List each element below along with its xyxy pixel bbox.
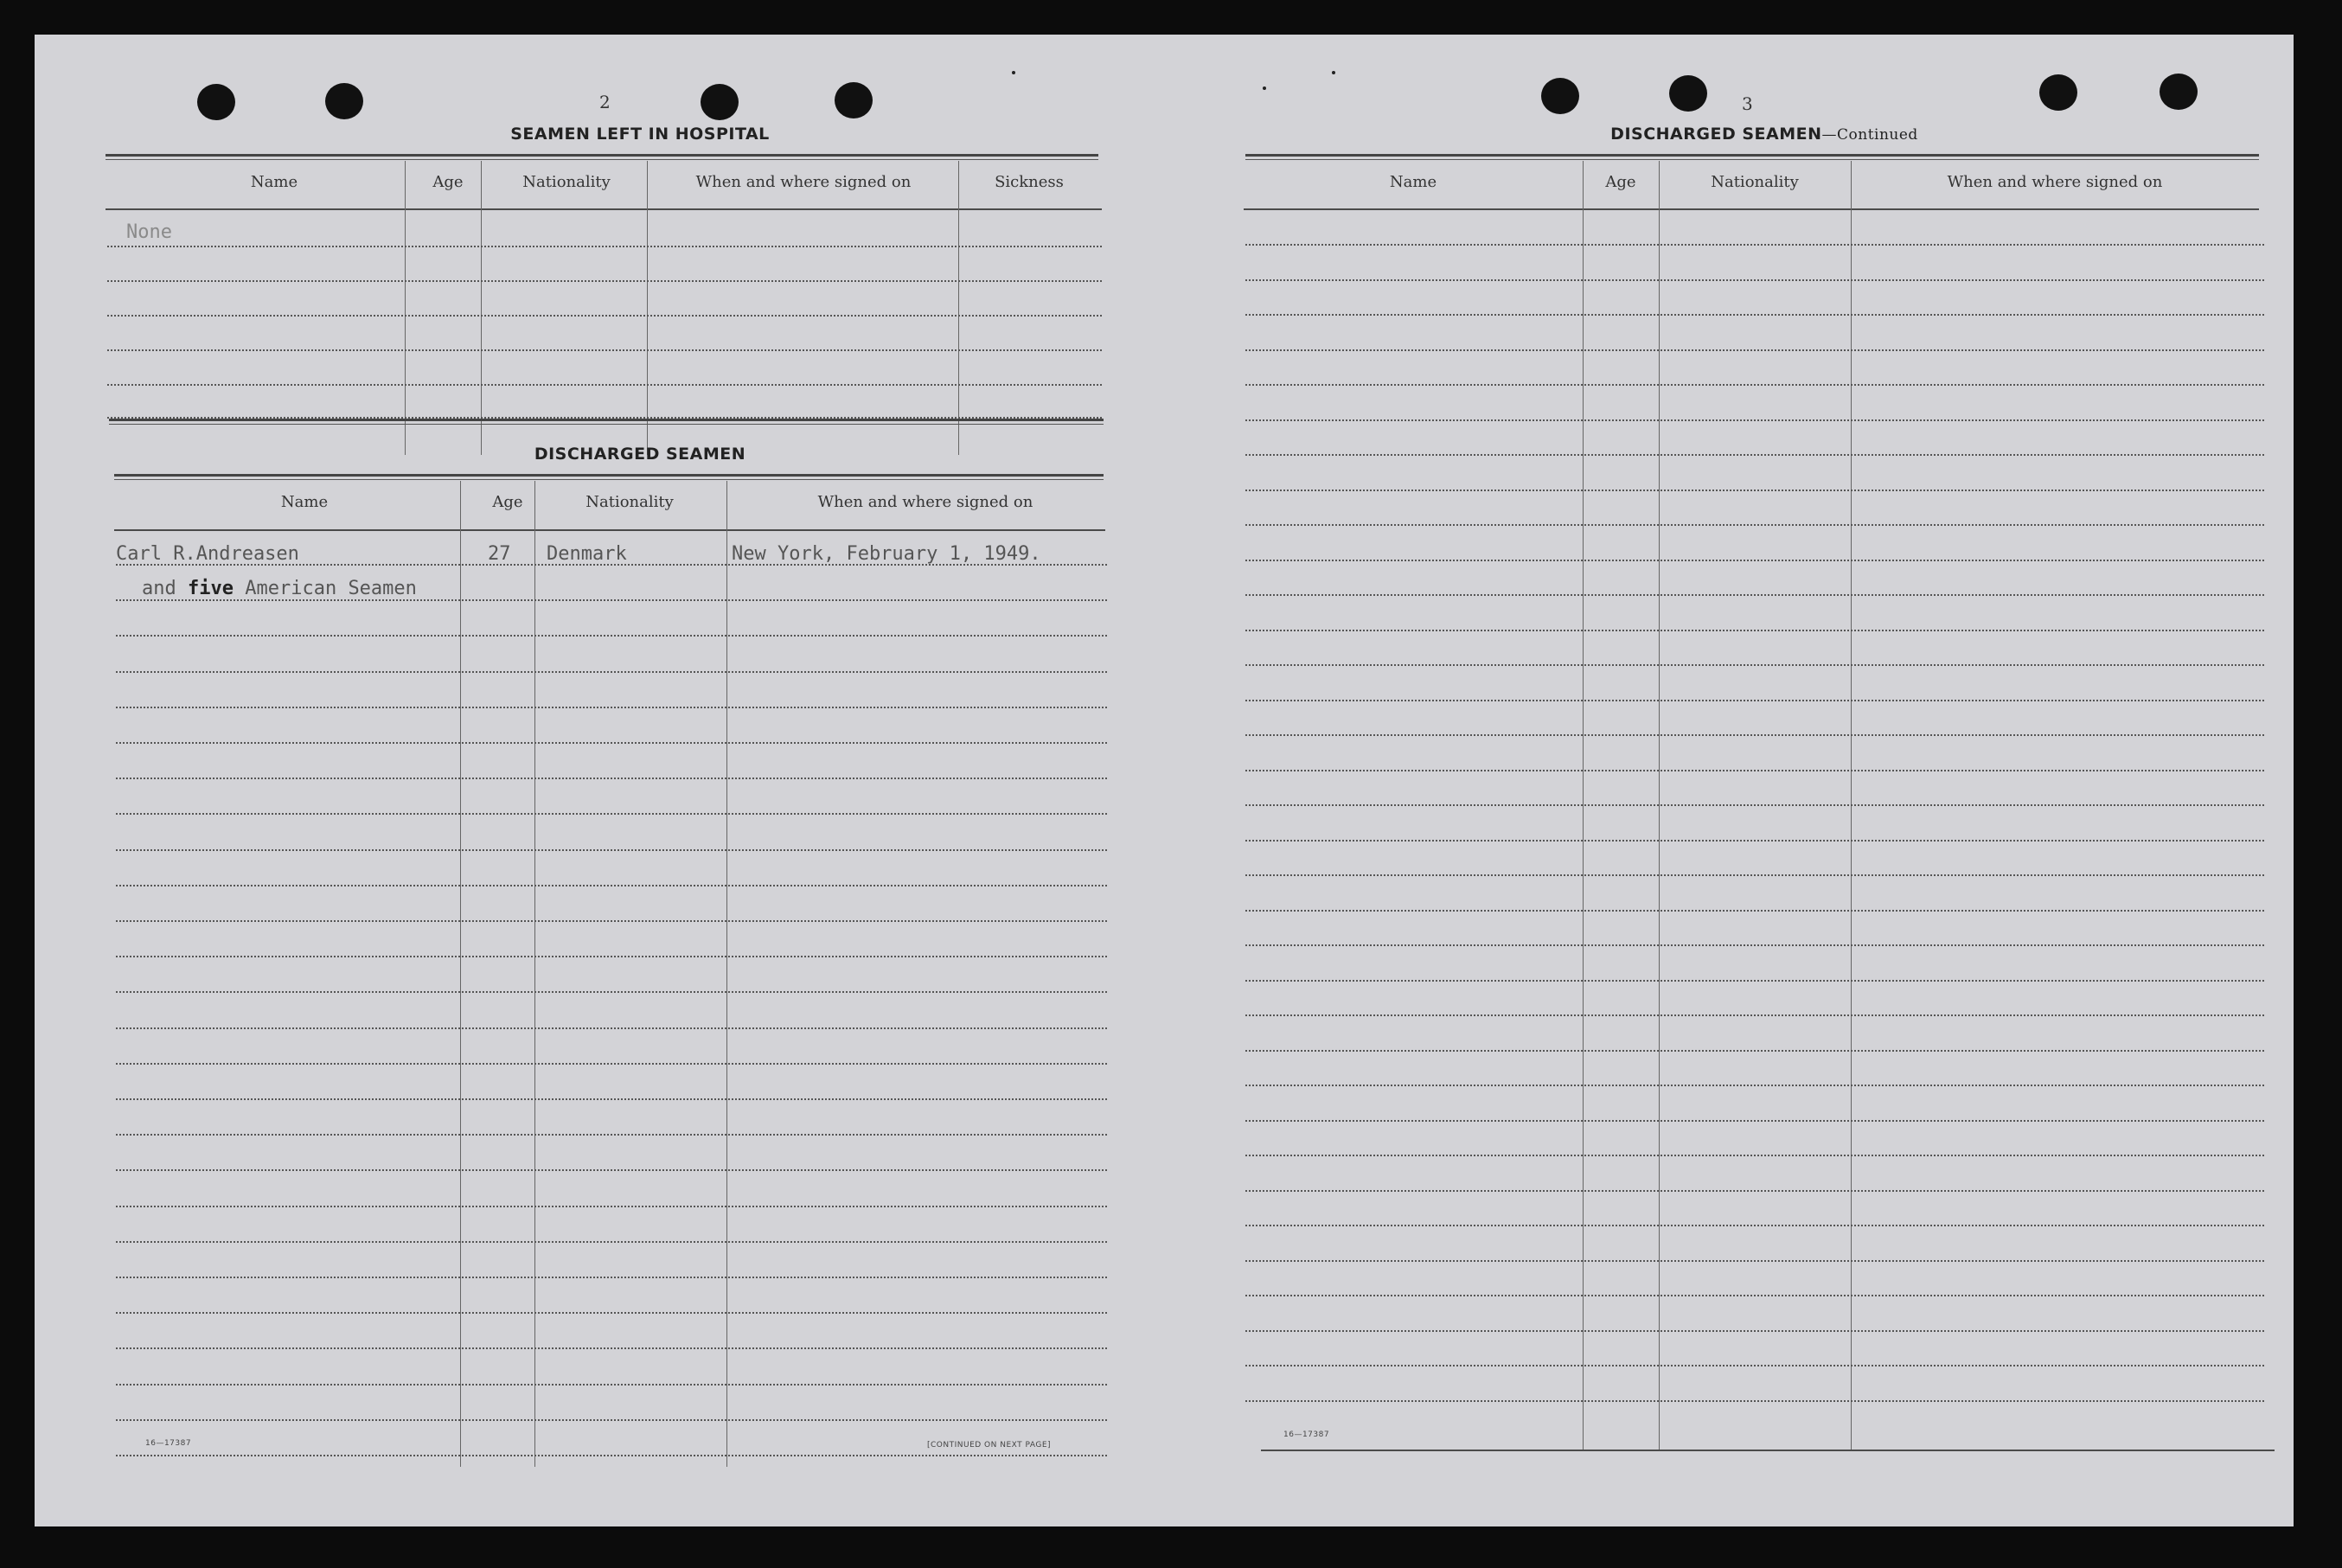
entry-line <box>1245 630 2264 631</box>
col-header-signed-on: When and where signed on <box>695 173 912 191</box>
col-header-signed-on: When and where signed on <box>1947 173 2163 191</box>
entry-line <box>1245 560 2264 561</box>
entry-line <box>116 1027 1107 1029</box>
entry-line <box>1245 454 2264 456</box>
entry-line <box>116 778 1107 779</box>
speck <box>1332 71 1335 74</box>
entry-line <box>116 1312 1107 1314</box>
hospital-entry-none: None <box>126 221 172 243</box>
seaman-nationality: Denmark <box>547 543 627 565</box>
seaman-name: Carl R.Andreasen <box>116 543 299 565</box>
entry-line <box>116 849 1107 851</box>
punch-hole <box>701 84 739 120</box>
discharged-continued-title <box>1522 125 2006 144</box>
entry-line <box>1245 1225 2264 1226</box>
entry-line <box>1245 770 2264 771</box>
title-continued: —Continued <box>1821 126 1918 144</box>
seaman-signed-on: New York, February 1, 1949. <box>732 543 1041 565</box>
entry-line <box>116 885 1107 886</box>
entry-line <box>1245 349 2264 351</box>
punch-hole <box>2160 74 2198 110</box>
header-rule <box>106 208 1102 210</box>
section-rule <box>114 474 1104 480</box>
col-header-sickness: Sickness <box>995 173 1064 191</box>
entry-line <box>116 1169 1107 1171</box>
punch-hole <box>1541 78 1579 114</box>
entry-line <box>1245 524 2264 526</box>
entry-line <box>116 1063 1107 1065</box>
discharged-section-title: DISCHARGED SEAMEN <box>534 445 746 464</box>
section-rule <box>1245 154 2259 160</box>
entry-line <box>116 1347 1107 1349</box>
entry-line <box>1245 1260 2264 1262</box>
entry-line <box>116 707 1107 708</box>
entry-line <box>116 1384 1107 1386</box>
entry-line <box>116 1277 1107 1278</box>
entry-line <box>1245 840 2264 842</box>
entry-line <box>1245 1330 2264 1332</box>
entry-line <box>1245 1365 2264 1366</box>
form-number: 16—17387 <box>145 1439 192 1448</box>
page-number: 2 <box>599 92 611 112</box>
continued-note: [CONTINUED ON NEXT PAGE] <box>927 1441 1052 1450</box>
entry-line <box>1245 700 2264 701</box>
column-divider <box>405 161 406 455</box>
seaman-note <box>142 578 417 599</box>
col-header-name: Name <box>280 493 329 511</box>
column-divider <box>726 481 727 1467</box>
column-divider <box>958 161 959 455</box>
punch-hole <box>197 84 235 120</box>
entry-line <box>107 315 1102 317</box>
entry-line <box>116 635 1107 637</box>
entry-line <box>107 280 1102 282</box>
col-header-nationality: Nationality <box>522 173 611 191</box>
header-rule <box>114 529 1105 531</box>
entry-line <box>116 813 1107 815</box>
col-header-nationality: Nationality <box>1711 173 1799 191</box>
entry-line <box>116 599 1107 601</box>
speck <box>1263 86 1266 90</box>
entry-line <box>1245 244 2264 246</box>
title-main: DISCHARGED SEAMEN <box>1610 125 1822 144</box>
entry-line <box>116 1241 1107 1243</box>
entry-line <box>116 1134 1107 1136</box>
page-number: 3 <box>1742 93 1753 114</box>
column-divider <box>1659 161 1660 1451</box>
column-divider <box>647 161 648 455</box>
entry-line <box>1245 734 2264 736</box>
note-prefix: and <box>142 578 176 599</box>
entry-line <box>1245 1155 2264 1156</box>
entry-line <box>116 1098 1107 1100</box>
entry-line <box>116 991 1107 993</box>
entry-line <box>116 742 1107 744</box>
speck <box>1012 71 1015 74</box>
punch-hole <box>325 83 363 119</box>
entry-line <box>1245 1120 2264 1122</box>
bottom-rule <box>1261 1450 2275 1451</box>
document-sheet <box>35 35 2294 1526</box>
entry-line <box>116 920 1107 922</box>
hospital-section-title: SEAMEN LEFT IN HOSPITAL <box>510 125 770 144</box>
section-rule <box>109 419 1104 425</box>
punch-hole <box>835 82 873 118</box>
note-suffix: American Seamen <box>245 578 417 599</box>
entry-line <box>116 1419 1107 1421</box>
col-header-age: Age <box>432 173 464 191</box>
entry-line <box>1245 490 2264 491</box>
entry-line <box>1245 279 2264 281</box>
column-divider <box>1851 161 1852 1451</box>
entry-line <box>1245 874 2264 876</box>
entry-line <box>116 1455 1107 1456</box>
entry-line <box>1245 1014 2264 1016</box>
entry-line <box>116 956 1107 957</box>
entry-line <box>1245 594 2264 596</box>
entry-line <box>1245 419 2264 421</box>
col-header-name: Name <box>1389 173 1437 191</box>
entry-line <box>1245 664 2264 666</box>
entry-line <box>1245 314 2264 316</box>
column-divider <box>481 161 482 455</box>
entry-line <box>1245 1400 2264 1402</box>
punch-hole <box>2039 74 2077 111</box>
col-header-signed-on: When and where signed on <box>817 493 1033 511</box>
col-header-age: Age <box>492 493 523 511</box>
section-rule <box>106 154 1098 160</box>
entry-line <box>116 671 1107 673</box>
note-count: five <box>188 578 234 599</box>
form-number: 16—17387 <box>1283 1430 1330 1439</box>
entry-line <box>1245 1085 2264 1086</box>
entry-line <box>1245 944 2264 946</box>
column-divider <box>1583 161 1584 1451</box>
col-header-age: Age <box>1605 173 1636 191</box>
entry-line <box>1245 384 2264 386</box>
seaman-age: 27 <box>488 543 511 565</box>
entry-line <box>107 384 1102 386</box>
punch-hole <box>1669 75 1707 112</box>
entry-line <box>107 349 1102 351</box>
entry-line <box>1245 1050 2264 1052</box>
column-divider <box>460 481 461 1467</box>
entry-line <box>1245 980 2264 982</box>
entry-line <box>107 246 1102 247</box>
entry-line <box>1245 1190 2264 1192</box>
col-header-name: Name <box>250 173 298 191</box>
header-rule <box>1244 208 2259 210</box>
column-divider <box>534 481 535 1467</box>
entry-line <box>1245 1295 2264 1296</box>
col-header-nationality: Nationality <box>586 493 674 511</box>
entry-line <box>116 1206 1107 1207</box>
entry-line <box>1245 804 2264 806</box>
entry-line <box>1245 910 2264 912</box>
